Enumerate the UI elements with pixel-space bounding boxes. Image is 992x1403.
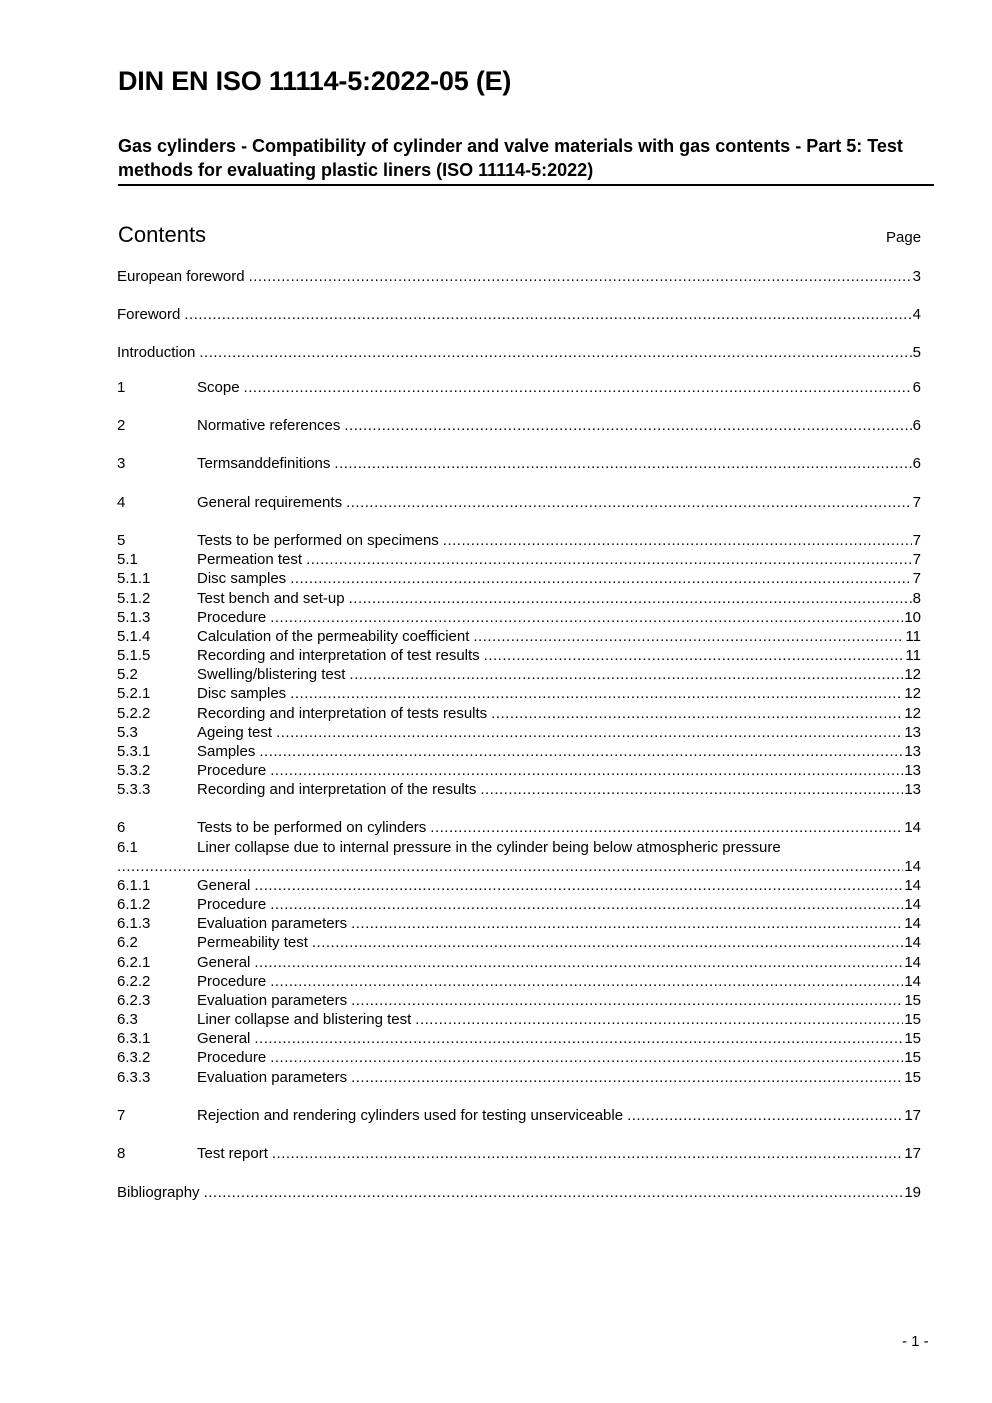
leader-dots xyxy=(627,1106,903,1125)
toc-entry-page: 14 xyxy=(904,858,921,875)
toc-entry-page: 7 xyxy=(912,551,921,568)
leader-dots xyxy=(254,1029,903,1048)
toc-entry[interactable] xyxy=(117,761,921,780)
toc-entry[interactable] xyxy=(117,780,921,799)
toc-entry-number: 5.1 xyxy=(117,551,138,568)
leader-dots xyxy=(312,933,903,952)
leader-dots xyxy=(346,493,912,512)
toc-entry[interactable] xyxy=(117,569,921,588)
toc-entry-page: 5 xyxy=(912,344,921,361)
toc-entry-title: Procedure xyxy=(197,896,267,913)
toc-entry-page: 6 xyxy=(912,455,921,472)
toc-entry-page: 11 xyxy=(905,647,921,664)
toc-entry-title: General xyxy=(197,954,251,971)
toc-entry-title: Liner collapse and blistering test xyxy=(197,1011,412,1028)
leader-dots xyxy=(290,684,903,703)
toc-entry[interactable] xyxy=(117,1010,921,1029)
leader-dots xyxy=(254,876,903,895)
toc-entry-number: 5.1.3 xyxy=(117,609,151,626)
toc-entry-title: Normative references xyxy=(197,417,341,434)
toc-entry[interactable] xyxy=(117,1048,921,1067)
toc-entry-number: 5.2 xyxy=(117,666,138,683)
leader-dots xyxy=(270,972,903,991)
toc-entry-title: Procedure xyxy=(197,1049,267,1066)
leader-dots xyxy=(306,550,912,569)
toc-entry[interactable] xyxy=(117,742,921,761)
toc-entry-page: 12 xyxy=(904,666,921,683)
toc-entry-title: European foreword xyxy=(117,268,245,285)
toc-entry-title: Rejection and rendering cylinders used for testing unserviceable xyxy=(197,1107,624,1124)
toc-entry-number: 5.3.2 xyxy=(117,762,151,779)
toc-entry-title: Foreword xyxy=(117,306,181,323)
leader-dots xyxy=(204,1183,904,1202)
toc-entry[interactable] xyxy=(117,914,921,933)
toc-entry-page: 13 xyxy=(904,762,921,779)
toc-entry-page: 8 xyxy=(912,590,921,607)
toc-entry-title: Disc samples xyxy=(197,570,287,587)
toc-entry[interactable] xyxy=(117,1029,921,1048)
toc-entry-number: 6.1.1 xyxy=(117,877,151,894)
toc-entry[interactable] xyxy=(117,704,921,723)
leader-dots xyxy=(351,1068,903,1087)
toc-entry-title: General xyxy=(197,877,251,894)
toc-entry[interactable] xyxy=(117,608,921,627)
toc-entry-page: 12 xyxy=(904,685,921,702)
toc-entry-number: 5.1.4 xyxy=(117,628,151,645)
toc-entry[interactable] xyxy=(117,1068,921,1087)
toc-entry-title: Swelling/blistering test xyxy=(197,666,346,683)
toc-entry-page: 19 xyxy=(904,1184,921,1201)
leader-dots xyxy=(272,1144,903,1163)
toc-entry-title: Bibliography xyxy=(117,1184,200,1201)
toc-entry[interactable] xyxy=(117,818,921,837)
toc-entry-number: 6.1 xyxy=(117,839,138,856)
toc-entry-page: 12 xyxy=(904,705,921,722)
leader-dots xyxy=(349,665,903,684)
leader-dots xyxy=(443,531,912,550)
document-title: Gas cylinders - Compatibility of cylinder and valve materials with gas contents - Part 5: Test methods for evaluating plastic liners (ISO 11114-5:2022) xyxy=(118,134,934,186)
toc-entry[interactable] xyxy=(117,378,921,397)
toc-entry-title: Test bench and set-up xyxy=(197,590,345,607)
toc-entry-number: 5.1.1 xyxy=(117,570,151,587)
leader-dots xyxy=(349,589,912,608)
footer-page-number: - 1 - xyxy=(902,1333,929,1350)
toc-entry-page: 10 xyxy=(904,609,921,626)
toc-entry[interactable] xyxy=(117,684,921,703)
toc-entry[interactable] xyxy=(117,972,921,991)
toc-entry-page: 4 xyxy=(912,306,921,323)
toc-entry[interactable] xyxy=(117,531,921,550)
leader-dots xyxy=(199,343,911,362)
toc-entry-page: 15 xyxy=(904,1049,921,1066)
leader-dots xyxy=(491,704,903,723)
toc-entry-page: 15 xyxy=(904,1069,921,1086)
leader-dots xyxy=(351,991,903,1010)
page-column-label: Page xyxy=(886,229,922,246)
toc-entry[interactable] xyxy=(117,550,921,569)
toc-entry-title: Recording and interpretation of test results xyxy=(197,647,480,664)
toc-entry-title: Recording and interpretation of tests results xyxy=(197,705,488,722)
toc-entry-number: 3 xyxy=(117,455,126,472)
toc-entry-title: Termsanddefinitions xyxy=(197,455,331,472)
leader-dots xyxy=(117,857,903,876)
toc-entry-title: Introduction xyxy=(117,344,196,361)
leader-dots xyxy=(254,953,903,972)
toc-entry-number: 1 xyxy=(117,379,126,396)
toc-entry-title: Samples xyxy=(197,743,256,760)
leader-dots xyxy=(259,742,903,761)
toc-entry-page: 7 xyxy=(912,570,921,587)
toc-entry-title: Evaluation parameters xyxy=(197,992,348,1009)
toc-entry-number: 6.3.1 xyxy=(117,1030,151,1047)
toc-entry-title: Scope xyxy=(197,379,240,396)
toc-entry[interactable] xyxy=(117,953,921,972)
toc-entry[interactable] xyxy=(117,493,921,512)
toc-entry-page: 3 xyxy=(912,268,921,285)
leader-dots xyxy=(270,761,903,780)
toc-entry-title: Procedure xyxy=(197,609,267,626)
leader-dots xyxy=(415,1010,903,1029)
toc-entry-number: 6.3.3 xyxy=(117,1069,151,1086)
toc-entry-number: 5 xyxy=(117,532,126,549)
toc-entry-title: Disc samples xyxy=(197,685,287,702)
toc-entry[interactable] xyxy=(117,1183,921,1202)
toc-entry-number: 2 xyxy=(117,417,126,434)
toc-entry-title: Procedure xyxy=(197,762,267,779)
toc-entry-number: 8 xyxy=(117,1145,126,1162)
leader-dots xyxy=(270,608,903,627)
toc-entry-page: 14 xyxy=(904,915,921,932)
toc-entry-page: 14 xyxy=(904,819,921,836)
toc-entry[interactable] xyxy=(117,589,921,608)
leader-dots xyxy=(473,627,904,646)
toc-entry-number: 6.1.2 xyxy=(117,896,151,913)
toc-entry[interactable] xyxy=(117,454,921,473)
toc-entry[interactable] xyxy=(117,627,921,646)
toc-entry-number: 6.2.3 xyxy=(117,992,151,1009)
toc-entry[interactable] xyxy=(117,857,921,876)
toc-entry-title: Procedure xyxy=(197,973,267,990)
toc-entry-page: 7 xyxy=(912,494,921,511)
toc-entry[interactable] xyxy=(117,895,921,914)
toc-entry-page: 6 xyxy=(912,417,921,434)
toc-entry-page: 11 xyxy=(905,628,921,645)
toc-entry-number: 5.3.3 xyxy=(117,781,151,798)
toc-entry-title: Tests to be performed on cylinders xyxy=(197,819,427,836)
toc-entry-number: 5.3.1 xyxy=(117,743,151,760)
toc-entry-page: 14 xyxy=(904,954,921,971)
toc-entry-page: 13 xyxy=(904,781,921,798)
contents-heading: Contents xyxy=(118,222,207,247)
toc-entry[interactable] xyxy=(117,876,921,895)
toc-entry-title: Evaluation parameters xyxy=(197,915,348,932)
toc-entry-page: 6 xyxy=(912,379,921,396)
leader-dots xyxy=(351,914,903,933)
toc-entry-title: General requirements xyxy=(197,494,343,511)
toc-entry-title: Permeability test xyxy=(197,934,308,951)
leader-dots xyxy=(480,780,903,799)
toc-entry-title: Evaluation parameters xyxy=(197,1069,348,1086)
toc-entry-page: 14 xyxy=(904,973,921,990)
toc-entry[interactable] xyxy=(117,267,921,286)
toc-entry-page: 13 xyxy=(904,743,921,760)
toc-entry-page: 15 xyxy=(904,1030,921,1047)
toc-entry-title: Test report xyxy=(197,1145,268,1162)
toc-entry-title[interactable]: Liner collapse due to internal pressure in the cylinder being below atmospheric pressure xyxy=(197,839,781,856)
toc-entry[interactable] xyxy=(117,305,921,324)
document-id: DIN EN ISO 11114-5:2022-05 (E) xyxy=(118,66,512,96)
toc-entry[interactable] xyxy=(117,723,921,742)
toc-entry-number: 5.2.1 xyxy=(117,685,151,702)
toc-entry-title: Recording and interpretation of the results xyxy=(197,781,477,798)
toc-entry-number: 5.3 xyxy=(117,724,138,741)
toc-entry[interactable] xyxy=(117,343,921,362)
leader-dots xyxy=(249,267,912,286)
leader-dots xyxy=(430,818,903,837)
toc-entry-page: 7 xyxy=(912,532,921,549)
leader-dots xyxy=(290,569,911,588)
toc-entry-page: 13 xyxy=(904,724,921,741)
toc-entry[interactable] xyxy=(117,991,921,1010)
toc-entry-number: 6.3 xyxy=(117,1011,138,1028)
toc-entry-number: 5.1.5 xyxy=(117,647,151,664)
toc-entry-page: 17 xyxy=(904,1107,921,1124)
leader-dots xyxy=(484,646,905,665)
toc-entry-number: 6.2.1 xyxy=(117,954,151,971)
toc-entry[interactable] xyxy=(117,1106,921,1125)
toc-entry-page: 15 xyxy=(904,1011,921,1028)
toc-entry[interactable] xyxy=(117,646,921,665)
toc-entry-title: Tests to be performed on specimens xyxy=(197,532,439,549)
leader-dots xyxy=(344,416,911,435)
toc-entry[interactable] xyxy=(117,933,921,952)
toc-entry-number: 6.2 xyxy=(117,934,138,951)
toc-entry-number: 5.2.2 xyxy=(117,705,151,722)
toc-entry-title: Ageing test xyxy=(197,724,273,741)
leader-dots xyxy=(244,378,912,397)
toc-entry-page: 15 xyxy=(904,992,921,1009)
toc-entry-number: 6.2.2 xyxy=(117,973,151,990)
leader-dots xyxy=(276,723,903,742)
leader-dots xyxy=(270,1048,903,1067)
leader-dots xyxy=(334,454,911,473)
toc-entry-number: 4 xyxy=(117,494,126,511)
toc-entry-number: 6.1.3 xyxy=(117,915,151,932)
toc-entry-title: Calculation of the permeability coefficient xyxy=(197,628,470,645)
leader-dots xyxy=(184,305,911,324)
leader-dots xyxy=(270,895,903,914)
toc-entry-title: General xyxy=(197,1030,251,1047)
toc-entry-number: 5.1.2 xyxy=(117,590,151,607)
toc-entry-title: Permeation test xyxy=(197,551,303,568)
toc-entry-page: 14 xyxy=(904,934,921,951)
toc-entry-page: 14 xyxy=(904,896,921,913)
toc-entry-page: 17 xyxy=(904,1145,921,1162)
toc-entry-number: 6 xyxy=(117,819,126,836)
toc-entry-number: 7 xyxy=(117,1107,126,1124)
toc-entry-page: 14 xyxy=(904,877,921,894)
toc-entry-number: 6.3.2 xyxy=(117,1049,151,1066)
toc-entry[interactable] xyxy=(117,665,921,684)
toc-entry[interactable] xyxy=(117,416,921,435)
toc-entry[interactable] xyxy=(117,1144,921,1163)
